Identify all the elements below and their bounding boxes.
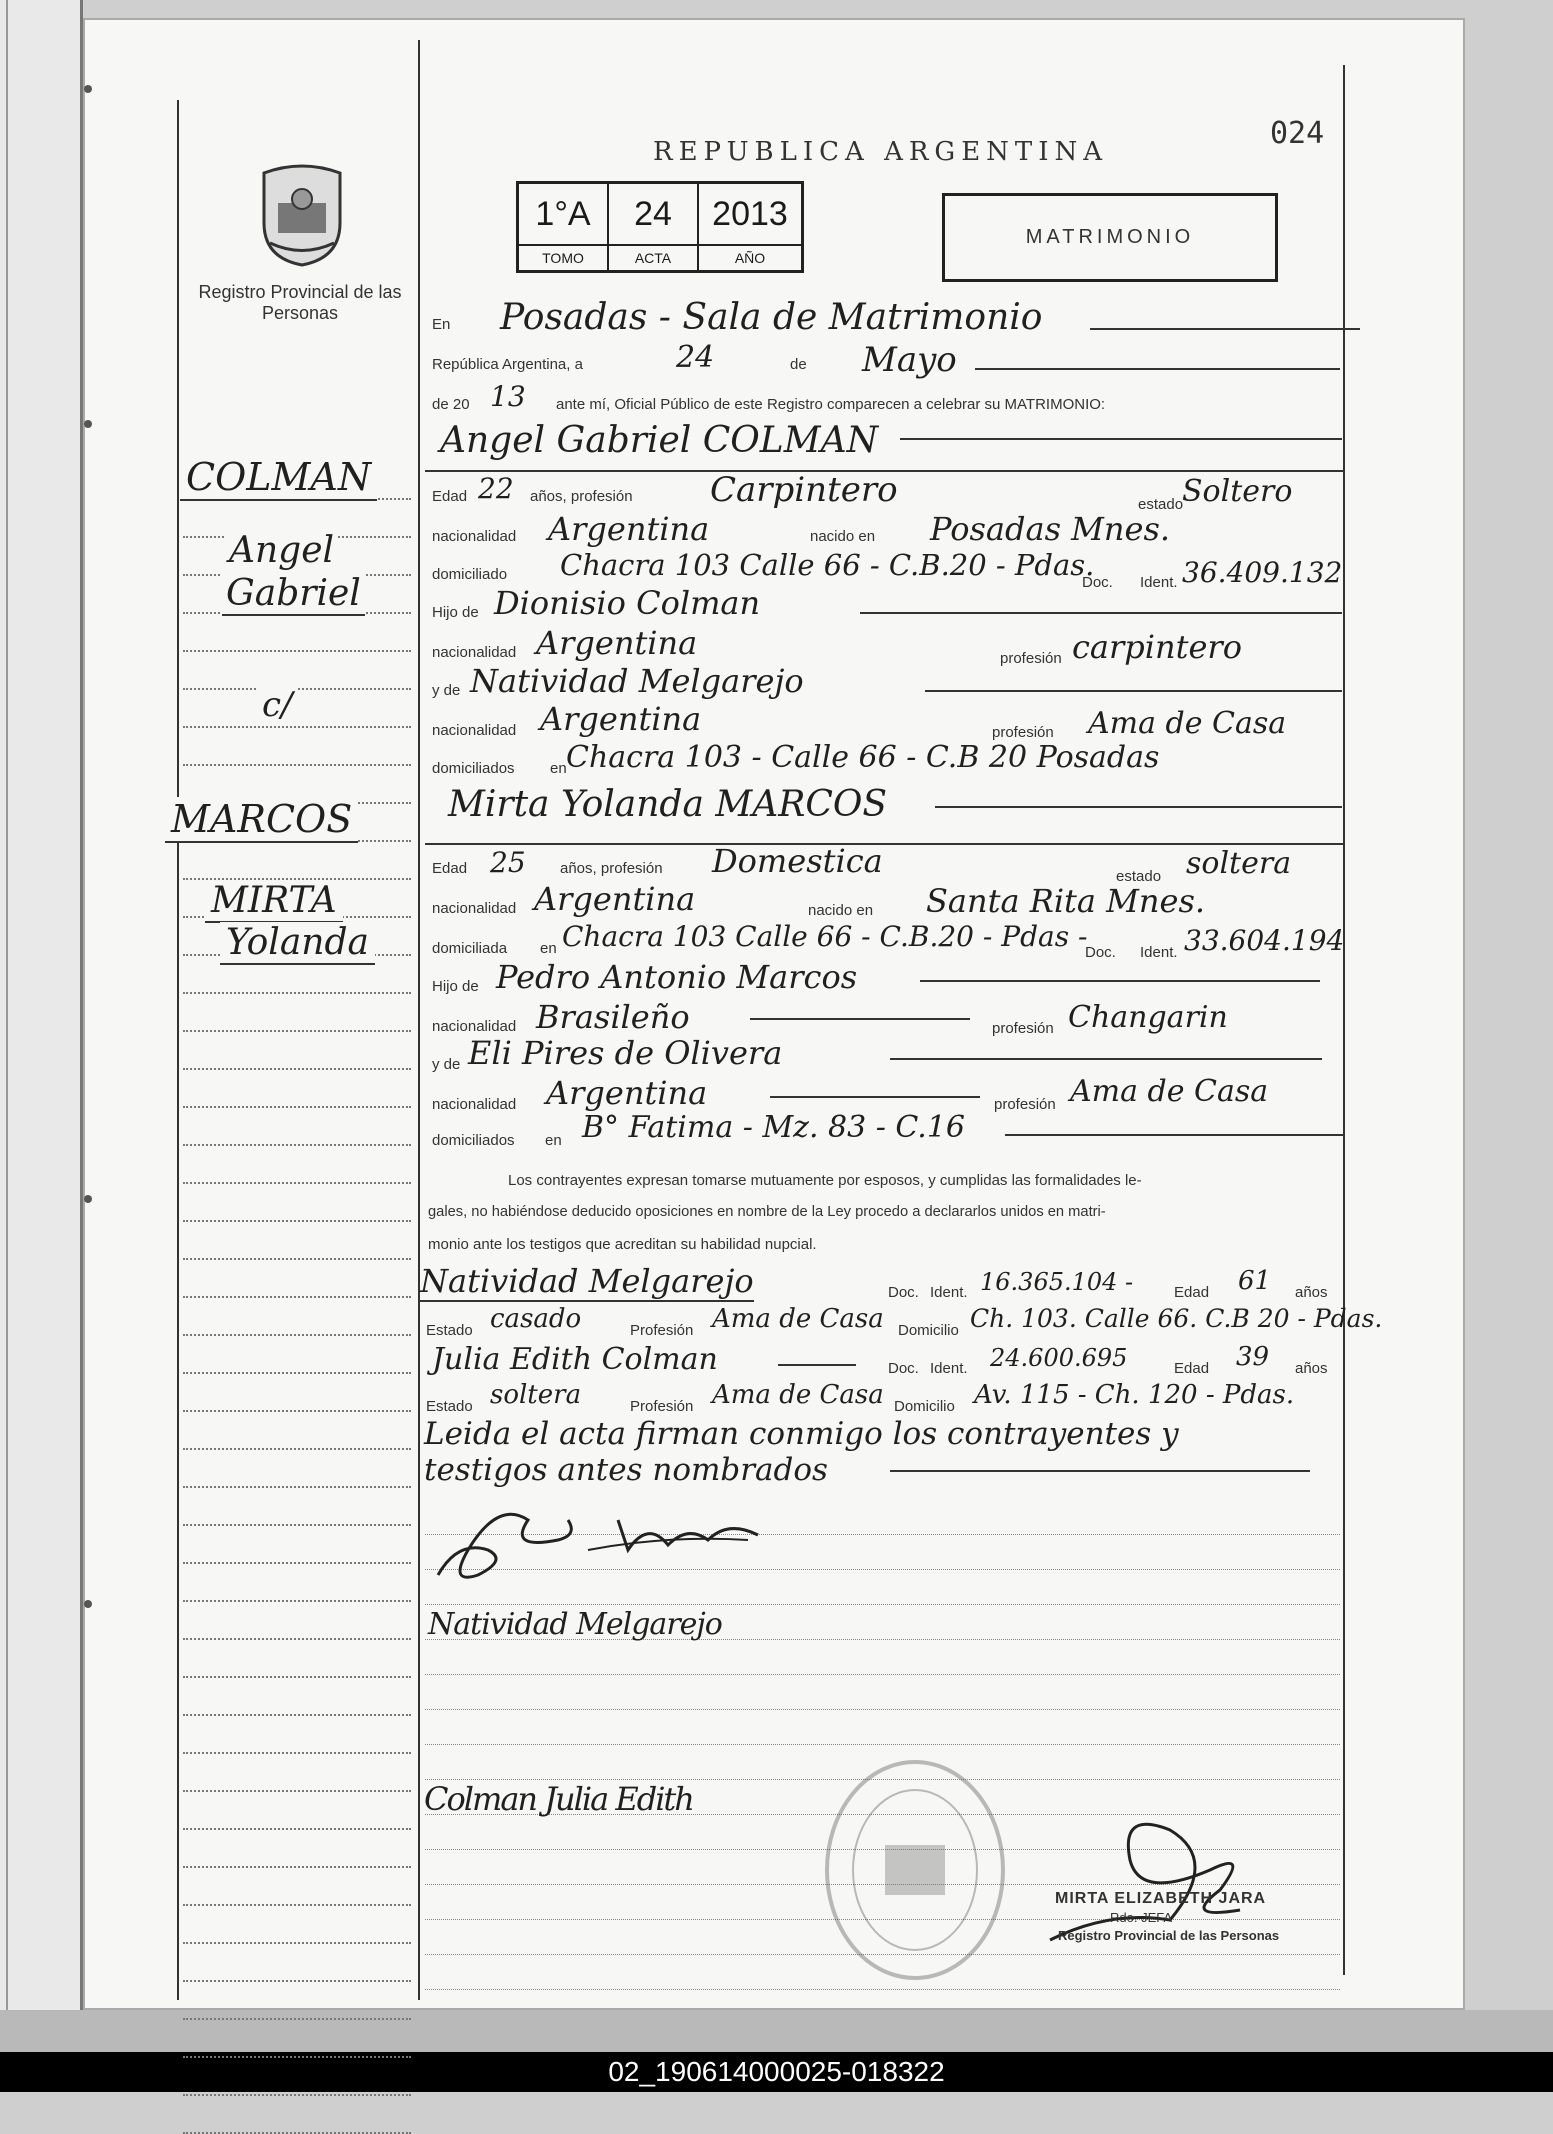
nacionalidad-label: nacionalidad [432, 722, 517, 739]
anos-prof-label: años, profesión [530, 488, 633, 505]
nacido-label: nacido en [810, 528, 876, 545]
bride-father: Pedro Antonio Marcos [496, 958, 858, 996]
fill-line [975, 368, 1340, 370]
profesion-label: Profesión [630, 1322, 694, 1339]
bride-mother-nationality: Argentina [546, 1074, 708, 1112]
bride-father-profession: Changarin [1068, 1000, 1228, 1035]
domicilio-label: Domicilio [894, 1398, 955, 1415]
groom-father: Dionisio Colman [494, 584, 761, 622]
groom-mother: Natividad Melgarejo [470, 662, 804, 700]
witness-2-marital-status: soltera [490, 1380, 582, 1410]
witness-2-signature: Colman Julia Edith [424, 1780, 693, 1818]
y-de-label: y de [432, 682, 461, 699]
edad-label: Edad [432, 860, 468, 877]
witness-1-age: 61 [1238, 1266, 1272, 1296]
acta-label: ACTA [609, 246, 699, 270]
edad-label: Edad [1174, 1360, 1210, 1377]
fill-line [890, 1470, 1310, 1472]
fill-line [750, 1018, 970, 1020]
ident-label: Ident. [1140, 574, 1178, 591]
groom-father-profession: carpintero [1072, 628, 1242, 666]
profesion-label: profesión [992, 724, 1054, 741]
en-label: en [540, 940, 557, 957]
tomo-label: TOMO [519, 246, 609, 270]
margin-groom-given2: Gabriel [222, 573, 365, 616]
domiciliados-label: domiciliados [432, 760, 515, 777]
anio-label: AÑO [734, 250, 766, 266]
y-de-label: y de [432, 1056, 461, 1073]
left-page-edge [0, 0, 83, 2030]
ceremony-month: Mayo [862, 340, 957, 380]
witness-2-doc: 24.600.695 [990, 1344, 1128, 1372]
groom-age: 22 [478, 472, 514, 505]
nacionalidad-label: nacionalidad [432, 1018, 517, 1035]
misiones-coat-of-arms [256, 163, 348, 268]
margin-bride-given2: Yolanda [220, 922, 375, 965]
margin-left-border [177, 100, 179, 2000]
margin-right-border [418, 40, 420, 2000]
binding-hole [84, 1195, 92, 1203]
tomo-value: 1°A [519, 184, 609, 246]
groom-name: Angel Gabriel COLMAN [440, 420, 879, 461]
edad-label: Edad [1174, 1284, 1210, 1301]
margin-bride-surname: MARCOS [165, 797, 358, 843]
binding-hole [84, 420, 92, 428]
estado-label: estado [1138, 496, 1184, 513]
en-label: En [432, 316, 451, 333]
anos-label: años [1295, 1284, 1328, 1301]
fill-line [1090, 328, 1360, 330]
nacido-label: nacido en [808, 902, 874, 919]
en-label: en [545, 1132, 562, 1149]
groom-mother-nationality: Argentina [540, 700, 702, 738]
fill-line [860, 612, 1342, 614]
groom-address: Chacra 103 Calle 66 - C.B.20 - Pdas. [560, 548, 1095, 582]
reference-box [516, 181, 804, 273]
file-caption: 02_190614000025-018322 [0, 2052, 1553, 2092]
closing-line-1: Leida el acta firman conmigo los contrayentes y [424, 1416, 1179, 1452]
witness-1-signature: Natividad Melgarejo [428, 1607, 722, 1642]
domiciliados-label: domiciliados [432, 1132, 515, 1149]
edad-label: Edad [432, 488, 468, 505]
fill-line [890, 1058, 1322, 1060]
intro-text: ante mí, Oficial Público de este Registro comparecen a celebrar su MATRIMONIO: [556, 396, 1106, 413]
margin-bride-given1: MIRTA [205, 880, 343, 923]
ceremony-day: 24 [676, 340, 715, 375]
doc-label: Doc. [888, 1360, 919, 1377]
domiciliado-label: domiciliado [432, 566, 508, 583]
year-prefix: de 20 [432, 396, 470, 413]
fill-line [935, 806, 1342, 808]
nacionalidad-label: nacionalidad [432, 528, 517, 545]
de-label: de [790, 356, 807, 373]
official-name: MIRTA ELIZABETH JARA [1055, 1890, 1267, 1907]
registry-name: Registro Provincial de las Personas [198, 282, 402, 323]
binding-hole [84, 1600, 92, 1608]
ident-label: Ident. [930, 1284, 968, 1301]
margin-groom-surname: COLMAN [180, 455, 377, 501]
anos-prof-label: años, profesión [560, 860, 663, 877]
ident-label: Ident. [930, 1360, 968, 1377]
profesion-label: profesión [1000, 650, 1062, 667]
estado-label: Estado [426, 1398, 473, 1415]
anos-label: años [1295, 1360, 1328, 1377]
fill-line [778, 1364, 856, 1366]
nacionalidad-label: nacionalidad [432, 1096, 517, 1113]
groom-marital-status: Soltero [1182, 474, 1293, 509]
profesion-label: profesión [992, 1020, 1054, 1037]
margin-ruled-lines [183, 462, 411, 2134]
fill-line [920, 980, 1320, 982]
bride-name: Mirta Yolanda MARCOS [448, 784, 888, 825]
official-registry: Registro Provincial de las Personas [1058, 1928, 1280, 1943]
fill-line [900, 438, 1342, 440]
anio-value: 2013 [699, 184, 801, 246]
groom-profession: Carpintero [710, 470, 898, 510]
nacionalidad-label: nacionalidad [432, 900, 517, 917]
declaration-line-2: gales, no habiéndose deducido oposiciones en nombre de la Ley procedo a declararlos unidos en matri- [428, 1204, 1106, 1220]
hijo-de-label: Hijo de [432, 604, 479, 621]
witness-2-name: Julia Edith Colman [432, 1342, 718, 1377]
witness-1-name: Natividad Melgarejo [420, 1262, 754, 1300]
left-page-fold [6, 0, 8, 2030]
groom-nationality: Argentina [548, 510, 710, 548]
domiciliada-label: domiciliada [432, 940, 508, 957]
page-number: 024 [1270, 116, 1325, 151]
type-box [942, 193, 1278, 282]
fill-line [770, 1096, 980, 1098]
bride-birthplace: Santa Rita Mnes. [926, 882, 1206, 920]
witness-1-profession: Ama de Casa [712, 1304, 884, 1334]
witness-1-address: Ch. 103. Calle 66. C.B 20 - Pdas. [970, 1304, 1383, 1333]
estado-label: Estado [426, 1322, 473, 1339]
ident-label: Ident. [1140, 944, 1178, 961]
bride-nationality: Argentina [534, 880, 696, 918]
witness-1-doc: 16.365.104 - [980, 1268, 1134, 1296]
bride-marital-status: soltera [1186, 846, 1292, 881]
declaration-line-1: Los contrayentes expresan tomarse mutuamente por esposos, y cumplidas las formalidades le- [508, 1172, 1142, 1189]
bride-mother-profession: Ama de Casa [1070, 1074, 1269, 1109]
groom-parents-address: Chacra 103 - Calle 66 - C.B 20 Posadas [566, 740, 1160, 775]
type-title: MATRIMONIO [1025, 226, 1195, 248]
bride-address: Chacra 103 Calle 66 - C.B.20 - Pdas - [562, 920, 1088, 953]
doc-label: Doc. [1082, 574, 1113, 591]
nacionalidad-label: nacionalidad [432, 644, 517, 661]
ceremony-year-suffix: 13 [490, 380, 526, 413]
closing-line-2: testigos antes nombrados [424, 1452, 828, 1488]
ceremony-place: Posadas - Sala de Matrimonio [500, 297, 1043, 338]
doc-label: Doc. [888, 1284, 919, 1301]
profesion-label: Profesión [630, 1398, 694, 1415]
witness-2-age: 39 [1236, 1342, 1270, 1372]
official-round-stamp [820, 1755, 1010, 1985]
doc-label: Doc. [1085, 944, 1116, 961]
fill-line [925, 690, 1342, 692]
bride-age: 25 [490, 846, 526, 879]
estado-label: estado [1116, 868, 1162, 885]
domicilio-label: Domicilio [898, 1322, 959, 1339]
groom-father-nationality: Argentina [536, 624, 698, 662]
fill-line [1005, 1134, 1343, 1136]
text-right-border [1343, 65, 1345, 1975]
binding-hole [84, 85, 92, 93]
bride-father-nationality: Brasileño [536, 998, 690, 1036]
hijo-de-label: Hijo de [432, 978, 479, 995]
section-divider [425, 843, 1343, 845]
country-heading: REPUBLICA ARGENTINA [653, 137, 1109, 167]
groom-mother-profession: Ama de Casa [1088, 706, 1287, 741]
witness-2-profession: Ama de Casa [712, 1380, 884, 1410]
bride-mother: Eli Pires de Olivera [468, 1034, 783, 1072]
bride-parents-address: B° Fatima - Mz. 83 - C.16 [582, 1110, 966, 1145]
witness-1-marital-status: casado [490, 1304, 582, 1334]
witness-2-address: Av. 115 - Ch. 120 - Pdas. [974, 1380, 1295, 1410]
contracting-parties-signature [418, 1480, 778, 1590]
margin-conjunction: c/ [258, 685, 297, 725]
profesion-label: profesión [994, 1096, 1056, 1113]
acta-value: 24 [609, 184, 699, 246]
en-label: en [550, 760, 567, 777]
groom-doc-number: 36.409.132 [1182, 556, 1343, 589]
official-role: Rdo. JEFA [1110, 1910, 1173, 1925]
bride-doc-number: 33.604.194 [1184, 924, 1345, 957]
declaration-line-3: monio ante los testigos que acreditan su habilidad nupcial. [428, 1236, 817, 1253]
groom-birthplace: Posadas Mnes. [930, 510, 1171, 548]
bride-profession: Domestica [712, 842, 883, 880]
republica-label: República Argentina, a [432, 356, 583, 373]
margin-groom-given1: Angel [225, 530, 338, 571]
